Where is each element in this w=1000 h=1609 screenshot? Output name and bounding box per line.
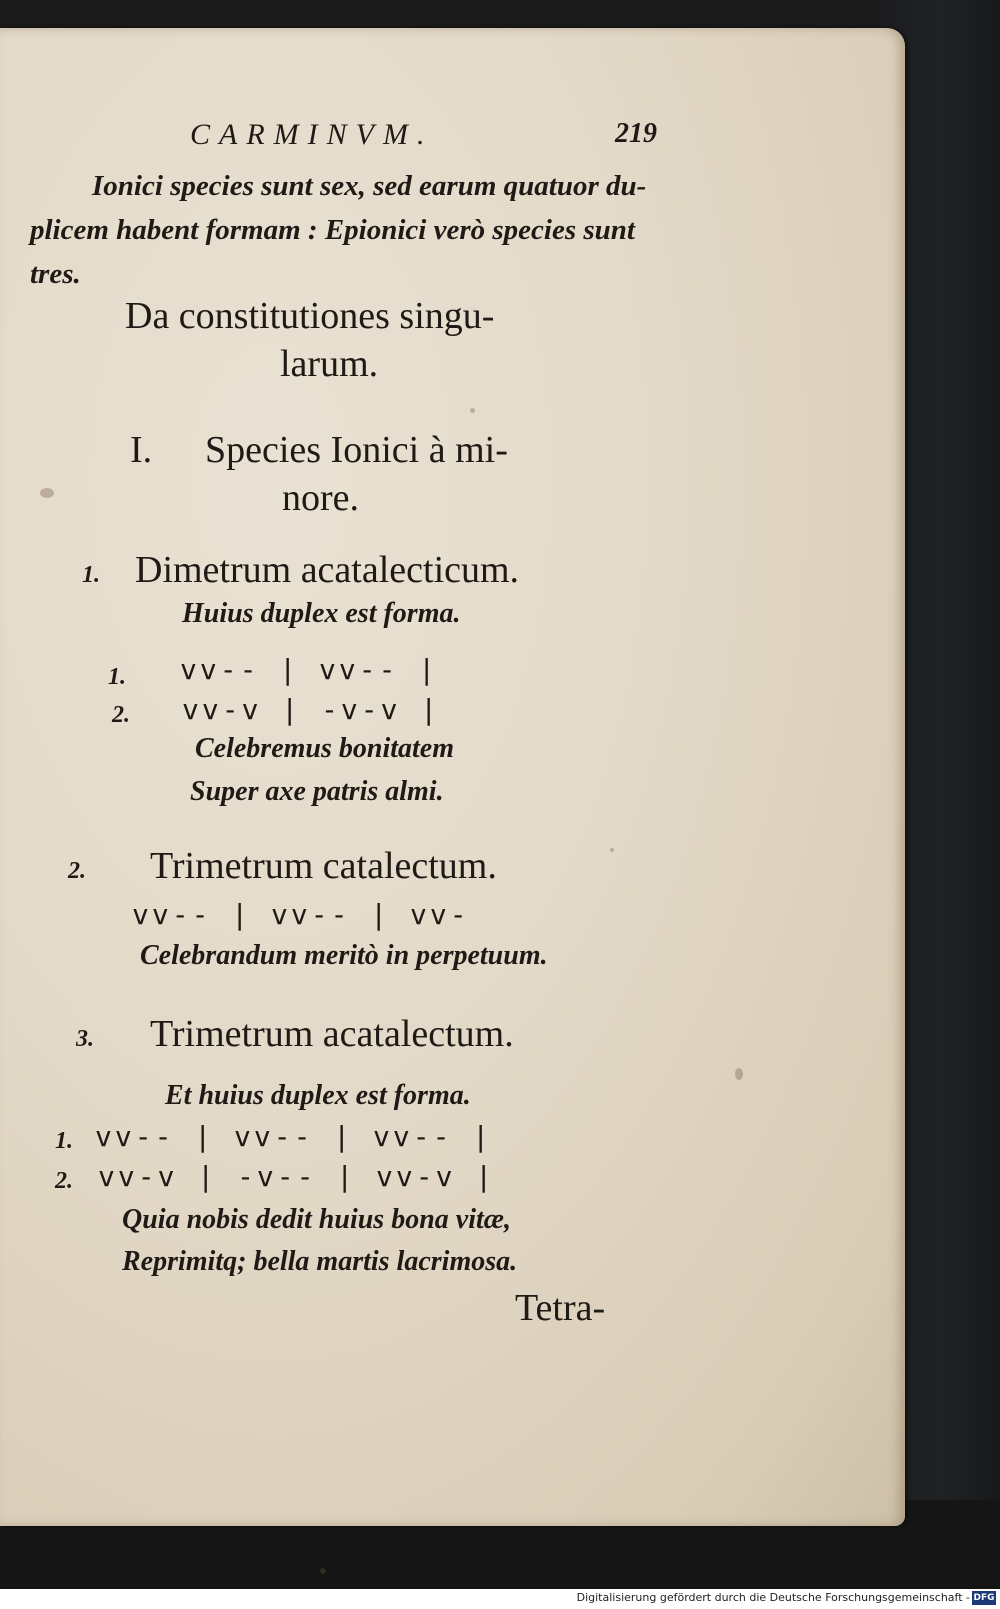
footer-credit: Digitalisierung gefördert durch die Deutsche Forschungsgemeinschaft -	[576, 1591, 970, 1604]
section-title-line-1: Species Ionici à mi-	[205, 429, 508, 471]
item-2-example: Celebrandum meritò in perpetuum.	[140, 940, 548, 971]
item-1-example-2: Super axe patris almi.	[190, 776, 444, 807]
item-3-form-2-scheme: vv-v | -v-- | vv-v |	[98, 1160, 496, 1193]
item-1-number: 1.	[82, 562, 100, 588]
intro-line-3: tres.	[30, 258, 81, 290]
item-3-note: Et huius duplex est forma.	[165, 1080, 471, 1111]
item-1-title: Dimetrum acatalecticum.	[135, 549, 520, 591]
item-1-form-1-scheme: vv-- | vv-- |	[180, 653, 439, 686]
item-2-title: Trimetrum catalectum.	[150, 845, 497, 887]
heading-line-1: Da constitutiones singu-	[125, 295, 495, 337]
item-3-number: 3.	[76, 1026, 94, 1052]
item-1-form-2-number: 2.	[112, 702, 130, 728]
item-3-title: Trimetrum acatalectum.	[150, 1013, 514, 1055]
item-3-form-2-number: 2.	[55, 1168, 73, 1194]
item-1-form-1-number: 1.	[108, 664, 126, 690]
heading-line-2: larum.	[280, 343, 379, 385]
book-page	[0, 28, 905, 1526]
dfg-logo: DFG	[973, 1593, 995, 1603]
section-numeral: I.	[130, 429, 153, 471]
section-title-line-2: nore.	[282, 477, 360, 519]
item-3-example-1: Quia nobis dedit huius bona vitæ,	[122, 1204, 511, 1235]
running-title: CARMINVM.	[190, 118, 434, 151]
catchword: Tetra-	[515, 1287, 606, 1329]
page-number: 219	[615, 118, 657, 149]
item-1-note: Huius duplex est forma.	[182, 598, 461, 629]
item-2-scheme: vv-- | vv-- | vv-	[132, 898, 470, 931]
intro-line-1: Ionici species sunt sex, sed earum quatuor du-	[92, 170, 647, 202]
intro-line-2: plicem habent formam : Epionici verò species sunt	[30, 214, 635, 246]
item-3-form-1-number: 1.	[55, 1128, 73, 1154]
item-2-number: 2.	[68, 858, 86, 884]
item-3-example-2: Reprimitq; bella martis lacrimosa.	[122, 1246, 518, 1277]
item-1-example-1: Celebremus bonitatem	[195, 733, 454, 764]
item-1-form-2-scheme: vv-v | -v-v |	[182, 693, 441, 726]
item-3-form-1-scheme: vv-- | vv-- | vv-- |	[95, 1120, 493, 1153]
